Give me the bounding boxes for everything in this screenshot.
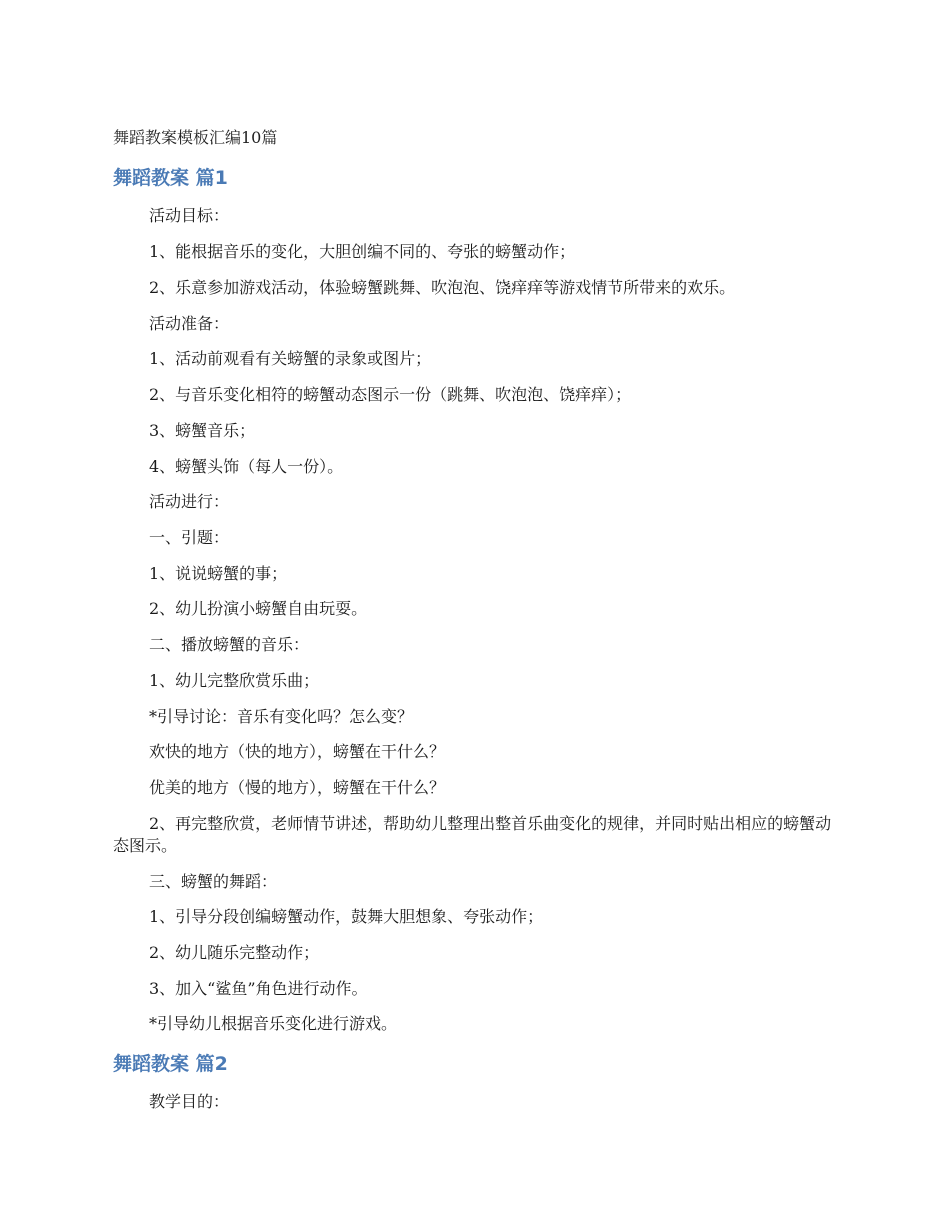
paragraph: 1、能根据音乐的变化，大胆创编不同的、夸张的螃蟹动作；: [149, 242, 576, 261]
paragraph: 欢快的地方（快的地方），螃蟹在干什么？: [149, 742, 446, 761]
paragraph: 活动进行：: [149, 492, 230, 511]
paragraph: 3、螃蟹音乐；: [149, 421, 256, 440]
paragraph: 一、引题：: [149, 528, 230, 547]
paragraph: 2、乐意参加游戏活动，体验螃蟹跳舞、吹泡泡、饶痒痒等游戏情节所带来的欢乐。: [149, 278, 736, 297]
document-title: 舞蹈教案模板汇编10篇: [113, 128, 278, 147]
paragraph: 2、再完整欣赏，老师情节讲述，帮助幼儿整理出整首乐曲变化的规律，并同时贴出相应的螃蟹动态图示。: [113, 814, 832, 855]
paragraph: 3、加入“鲨鱼”角色进行动作。: [149, 979, 368, 998]
paragraph: 2、幼儿扮演小螃蟹自由玩耍。: [149, 599, 368, 618]
paragraph: 1、活动前观看有关螃蟹的录象或图片；: [149, 349, 432, 368]
paragraph: 1、说说螃蟹的事；: [149, 564, 288, 583]
paragraph: *引导讨论：音乐有变化吗？怎么变？: [149, 707, 414, 726]
paragraph: 优美的地方（慢的地方），螃蟹在干什么？: [149, 778, 446, 797]
paragraph: 2、幼儿随乐完整动作；: [149, 943, 320, 962]
paragraph: 4、螃蟹头饰（每人一份）。: [149, 457, 344, 476]
paragraph: *引导幼儿根据音乐变化进行游戏。: [149, 1014, 398, 1033]
paragraph: 二、播放螃蟹的音乐：: [149, 635, 310, 654]
paragraph: 2、与音乐变化相符的螃蟹动态图示一份（跳舞、吹泡泡、饶痒痒）；: [149, 385, 632, 404]
paragraph: 教学目的：: [149, 1092, 230, 1111]
paragraph: 三、螃蟹的舞蹈：: [149, 872, 278, 891]
section-heading-1: 舞蹈教案 篇1: [113, 167, 228, 189]
paragraph: 1、幼儿完整欣赏乐曲；: [149, 671, 320, 690]
paragraph: 活动准备：: [149, 314, 230, 333]
section-heading-2: 舞蹈教案 篇2: [113, 1053, 228, 1075]
paragraph: 活动目标：: [149, 206, 230, 225]
paragraph: 1、引导分段创编螃蟹动作，鼓舞大胆想象、夸张动作；: [149, 907, 544, 926]
